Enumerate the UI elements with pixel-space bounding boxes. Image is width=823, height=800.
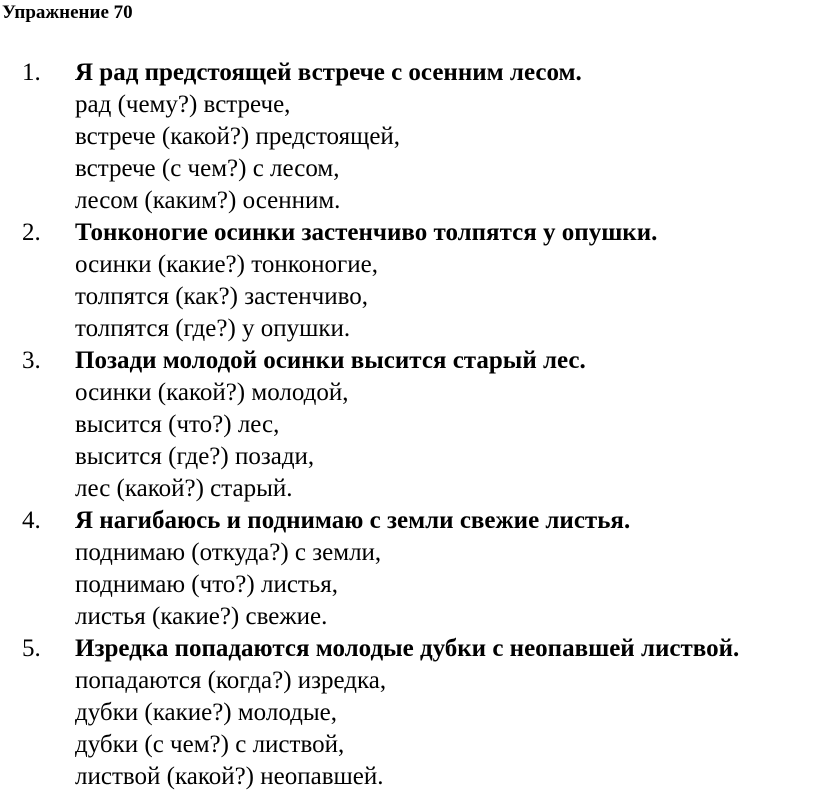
item-number: 3.	[22, 347, 41, 374]
item-number: 5.	[22, 635, 41, 662]
list-item	[0, 345, 823, 505]
word-pair: поднимаю (откуда?) с земли,	[75, 539, 382, 566]
list-item	[0, 217, 823, 345]
word-pair: рад (чему?) встрече,	[75, 91, 291, 118]
word-pair: толпятся (где?) у опушки.	[75, 315, 351, 342]
word-pair: толпятся (как?) застенчиво,	[75, 283, 369, 310]
word-pair: дубки (с чем?) с листвой,	[75, 731, 345, 758]
item-number: 4.	[22, 507, 41, 534]
word-pair: высится (что?) лес,	[75, 411, 280, 438]
word-pair: высится (где?) позади,	[75, 443, 315, 470]
sentence: Позади молодой осинки высится старый лес.	[75, 347, 586, 374]
word-pair: листья (какие?) свежие.	[75, 603, 328, 630]
list-item	[0, 57, 823, 217]
word-pair: осинки (какой?) молодой,	[75, 379, 349, 406]
item-number: 2.	[22, 219, 41, 246]
exercise-list	[0, 57, 823, 793]
word-pair: лес (какой?) старый.	[75, 475, 293, 502]
word-pair: встрече (с чем?) с лесом,	[75, 155, 340, 182]
sentence: Тонконогие осинки застенчиво толпятся у опушки.	[75, 219, 658, 246]
list-item	[0, 633, 823, 793]
word-pair: поднимаю (что?) листья,	[75, 571, 339, 598]
word-pair: дубки (какие?) молодые,	[75, 699, 337, 726]
sentence: Я рад предстоящей встрече с осенним лесом.	[75, 59, 582, 86]
list-item	[0, 505, 823, 633]
word-pair: лесом (каким?) осенним.	[75, 187, 341, 214]
exercise-title: Упражнение 70	[2, 2, 133, 23]
sentence: Изредка попадаются молодые дубки с неопавшей листвой.	[75, 635, 740, 662]
word-pair: встрече (какой?) предстоящей,	[75, 123, 401, 150]
sentence: Я нагибаюсь и поднимаю с земли свежие листья.	[75, 507, 631, 534]
word-pair: попадаются (когда?) изредка,	[75, 667, 387, 694]
word-pair: листвой (какой?) неопавшей.	[75, 763, 384, 790]
word-pair: осинки (какие?) тонконогие,	[75, 251, 378, 278]
item-number: 1.	[22, 59, 41, 86]
